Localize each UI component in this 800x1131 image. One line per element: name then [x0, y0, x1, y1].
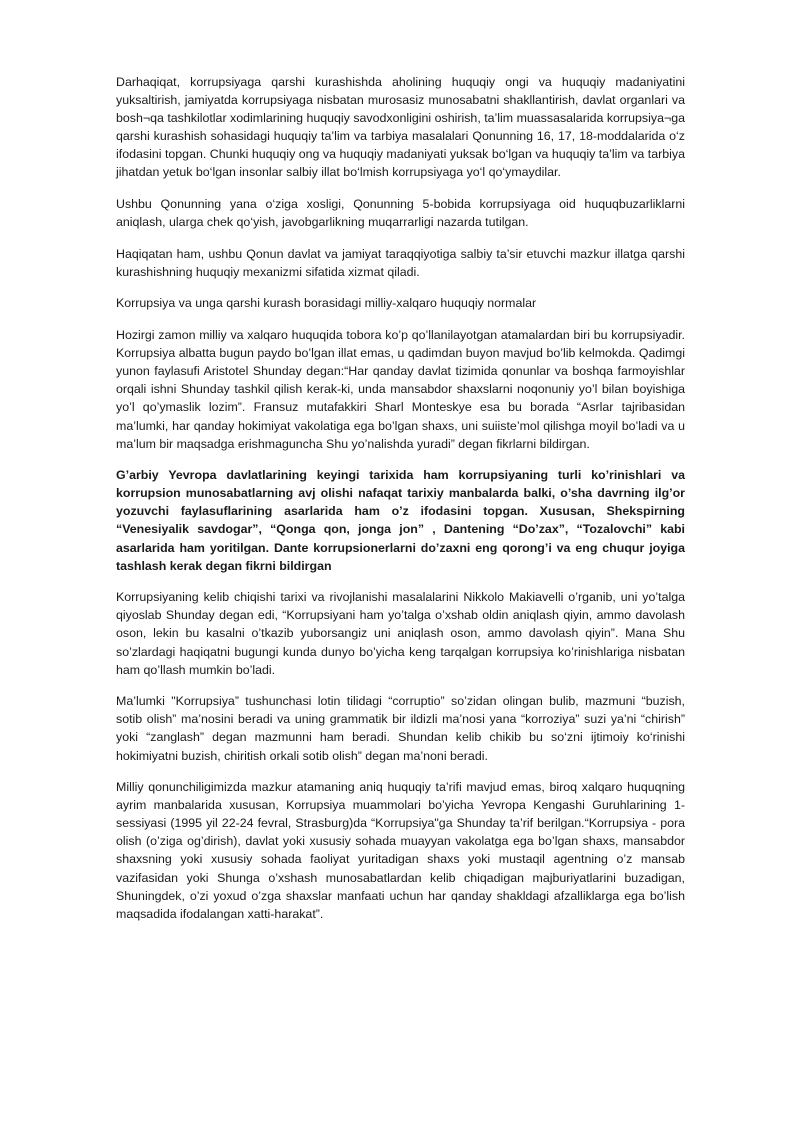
paragraph-machiavelli: Korrupsiyaning kelib chiqishi tarixi va rivojlanishi masalalarini Nikkolo Makiavelli o’rganib, uni yo’talga qiyoslab Shunday degan edi, “Korrupsiyani ham yo’talga o’xshab oldin aniqlash qiyin, ammo davolash oson, lekin bu kasalni o’tkazib yuborsangiz uni aniqlash oson, ammo davolash qiyin”. Mana Shu so’zlardagi haqiqatni bugungi kunda dunyo bo’yicha keng tarqalgan korrupsiya ko’rinishlariga nisbatan ham qo’llash mumkin bo’ladi.	[116, 590, 685, 677]
paragraph-western-europe: G’arbiy Yevropa davlatlarining keyingi tarixida ham korrupsiyaning turli ko’rinishlari va korrupsion munosabatlarning avj olishi nafaqat tarixiy manbalarda balki, o’sha davrning ilg’or yozuvchi faylasuflarining asarlarida ham o’z ifodasini topgan. Xususan, Shekspirning “Venesiyalik savdogar”, “Qonga qon, jonga jon” , Dantening “Do’zax”, “Tozalovchi” kabi asarlarida ham yoritilgan. Dante korrupsionerlarni do’zaxni eng qorong’i va eng chuqur joyiga tashlash kerak degan fikrni bildirgan	[116, 468, 685, 573]
paragraph-legal-education: Darhaqiqat, korrupsiyaga qarshi kurashishda aholining huquqiy ongi va huquqiy madaniyatini yuksaltirish, jamiyatda korrupsiyaga nisbatan murosasiz munosabatni shakllantirish, davlat organlari va bosh¬qa tashkilotlar xodimlarining huquqiy savodxonligini oshirish, ta’lim muassasalarida korrupsiya¬ga qarshi kurashish sohasidagi huquqiy ta’lim va tarbiya masalalari Qonunning 16, 17, 18-moddalarida o‘z ifodasini topgan. Chunki huquqiy ong va huquqiy madaniyati yuksak bo‘lgan va huquqiy ta’lim va tarbiya jihatdan yetuk bo‘lgan insonlar salbiy illat bo‘lmish korrupsiyaga yo‘l qo‘ymaydilar.	[116, 75, 685, 180]
document-page	[116, 73, 685, 936]
paragraph-definition: Milliy qonunchiligimizda mazkur atamaning aniq huquqiy ta’rifi mavjud emas, biroq xalqaro huquqning ayrim manbalarida xususan, Korrupsiya muammolari bo’yicha Yevropa Kengashi Guruhlarining 1-sessiyasi (1995 yil 22-24 fevral, Strasburg)da “Korrupsiya"ga Shunday ta’rif berilgan.“Korrupsiya - pora olish (o’ziga og’dirish), davlat yoki xususiy sohada muayyan vakolatga ega bo’lgan shaxs, mansabdor shaxsning yoki xususiy sohada faoliyat yuritadigan shaxs yoki mustaqil agentning o’z mansab vazifasidan yoki Shunga o’xshash munosabatlardan kelib chiqadigan majburiyatlarini buzadigan, Shuningdek, o’zi yoxud o’zga shaxslar manfaati uchun har qanday shakldagi afzalliklarga ega bo’lish maqsadida ifodalangan xatti-harakat”.	[116, 780, 685, 921]
paragraph-legal-mechanism: Haqiqatan ham, ushbu Qonun davlat va jamiyat taraqqiyotiga salbiy ta’sir etuvchi mazkur illatga qarshi kurashishning huquqiy mexanizmi sifatida xizmat qiladi.	[116, 246, 685, 279]
paragraph-etymology: Ma’lumki "Korrupsiya” tushunchasi lotin tilidagi “corruptio” so’zidan olingan bulib, mazmuni “buzish, sotib olish” ma’nosini beradi va uning grammatik bir ildizli ma’nosi yana “korroziya” suzi ya’ni “chirish” yoki “zanglash” degan mazmunni ham beradi. Shundan kelib chikib bu so‘zni ijtimoiy ko‘rinishi hokimiyatni buzish, chiritish orkali sotib olish” degan ma’noni beradi.	[116, 694, 685, 763]
section-heading: Korrupsiya va unga qarshi kurash borasidagi milliy-xalqaro huquqiy normalar	[116, 296, 537, 311]
paragraph-history: Hozirgi zamon milliy va xalqaro huquqida tobora ko’p qo’llanilayotgan atamalardan biri bu korrupsiyadir. Korrupsiya albatta bugun paydo bo’lgan illat emas, u qadimdan buyon mavjud bo’lib kelmokda. Qadimgi yunon faylasufi Aristotel Shunday degan:“Har qanday davlat tizimida qonunlar va boshqa farmoyishlar orqali ishni Shunday tashkil qilish kerak-ki, unda mansabdor shaxslarni noqonuniy yo’l bilan boyishiga yo’l qo’ymaslik lozim”. Fransuz mutafakkiri Sharl Monteskye esa bu borada “Asrlar tajribasidan ma’lumki, har qanday hokimiyat vakolatiga ega bo’lgan shaxs, uni suiiste’mol qilishga moyil bo’ladi va u ma’lum bir maqsadga erishmaguncha Shu yo’nalishda yuradi” degan fikrlarni bildirgan.	[116, 328, 685, 451]
paragraph-law-specifics: Ushbu Qonunning yana o‘ziga xosligi, Qonunning 5-bobida korrupsiyaga oid huquqbuzarliklarni aniqlash, ularga chek qo‘yish, javobgarlikning muqarrarligi nazarda tutilgan.	[116, 197, 685, 230]
